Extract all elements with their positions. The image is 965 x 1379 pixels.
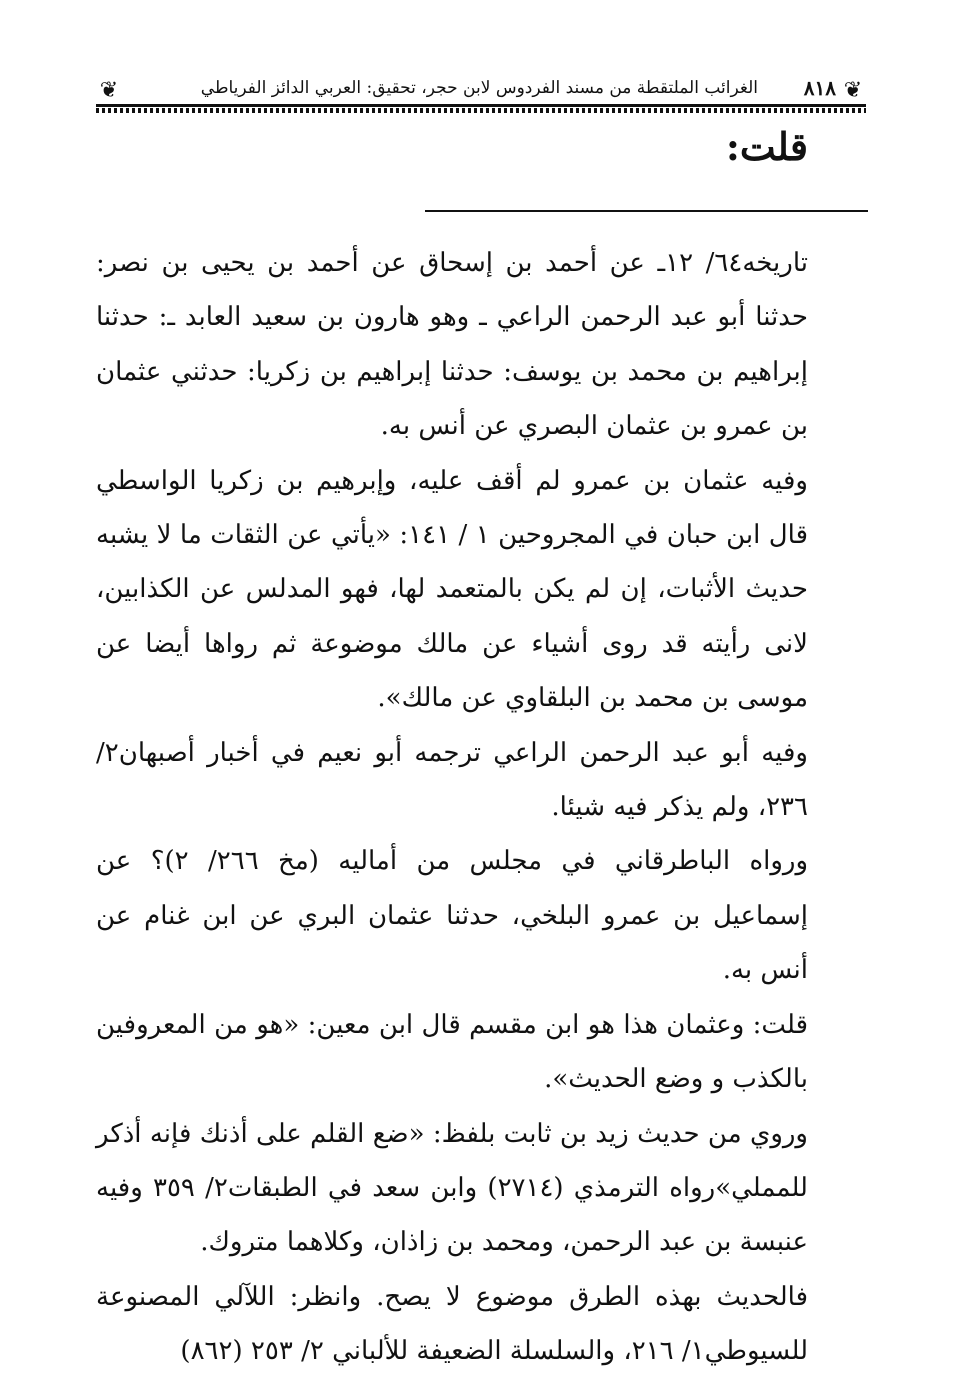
header-chain-border bbox=[96, 108, 866, 113]
ornament-left-icon: ❦ bbox=[99, 78, 119, 103]
footnote-separator bbox=[425, 210, 868, 212]
ornament-right-icon: ❦ bbox=[843, 78, 863, 103]
paragraph-2: وفيه عثمان بن عمرو لم أقف عليه، وإبرهيم بن زكريا الواسطي قال ابن حبان في المجروحين ١ / ١٤١: «يأتي عن الثقات ما لا يشبه حديث الأثبات، إن لم يكن بالمتعمد لها، فهو المدلس عن الكذابين، لانى رأيته قد روى أشياء عن مالك موضوعة ثم رواها أيضا عن موسى بن محمد بن البلقاوي عن مالك». bbox=[96, 465, 809, 714]
paragraph-7: فالحديث بهذه الطرق موضوع لا يصح. وانظر: اللآلي المصنوعة للسيوطي١/ ٢١٦، والسلسلة الضعيفة للألباني ٢/ ٢٥٣ (٨٦٢) bbox=[96, 1281, 808, 1367]
paragraph-3: وفيه أبو عبد الرحمن الراعي ترجمه أبو نعيم في أخبار أصبهان٢/ ٢٣٦، ولم يذكر فيه شيئا. bbox=[96, 737, 808, 823]
paragraph-5: قلت: وعثمان هذا هو ابن مقسم قال ابن معين: «هو من المعروفين بالكذب و وضع الحديث». bbox=[96, 1009, 808, 1095]
paragraph-4: ورواه الباطرقاني في مجلس من أماليه (مخ ٢٦٦/ ٢)؟ عن إسماعيل بن عمرو البلخي، حدثنا عثمان البري عن ابن غنام عن أنس به. bbox=[96, 846, 809, 986]
running-title: الغرائب الملتقطة من مسند الفردوس لابن حجر، تحقيق: العربي الدائز الفرياطي bbox=[200, 78, 758, 98]
body-text bbox=[96, 236, 808, 1379]
paragraph-6: وروي من حديث زيد بن ثابت بلفظ: «ضع القلم على أذنك فإنه أذكر للمملي»رواه الترمذي (٢٧١٤) وابن سعد في الطبقات٢/ ٣٥٩ وفيه عنبسة بن عبد الرحمن، ومحمد بن زاذان، وكلاهما متروك. bbox=[96, 1118, 808, 1258]
page-number: ٨١٨ bbox=[803, 76, 836, 100]
header-rule bbox=[96, 104, 866, 107]
paragraph-1: تاريخه٦٤/ ١٢ـ عن أحمد بن إسحاق عن أحمد بن يحيى بن نصر: حدثنا أبو عبد الرحمن الراعي ـ وهو هارون بن سعيد العابد ـ: حدثنا إبراهيم بن محمد بن يوسف: حدثنا إبراهيم بن زكريا: حدثني عثمان بن عمرو بن عثمان البصري عن أنس به. bbox=[96, 248, 808, 442]
section-heading: قلت: bbox=[725, 124, 808, 169]
